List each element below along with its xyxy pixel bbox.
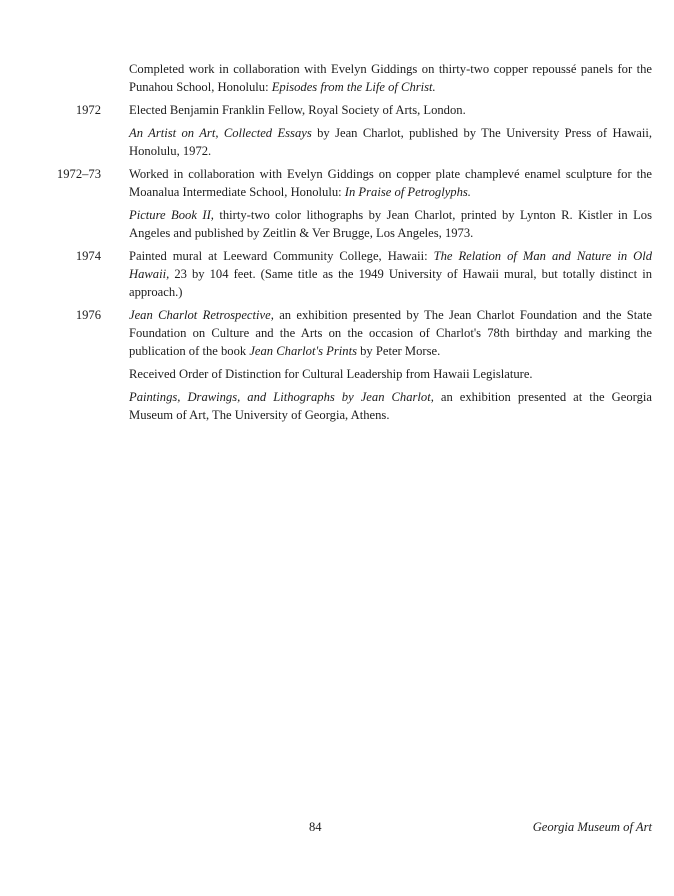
chronology-entry <box>0 206 674 242</box>
chronology-entry <box>0 165 674 201</box>
entry-title-italic: In Praise of Petroglyphs. <box>344 185 471 199</box>
entry-text <box>129 60 652 96</box>
entry-title-italic: Jean Charlot's Prints <box>249 344 357 358</box>
entry-year: 1972–73 <box>56 167 101 181</box>
entry-text <box>129 247 652 301</box>
footer-title: Georgia Museum of Art <box>532 820 652 834</box>
entry-text-segment: an exhibition presented by The Jean Charlot Foundation and the State Foundation on Culture and the Arts on the occasion of Charlot's 78th birthday and marking the publication of the book <box>129 308 652 358</box>
entry-title-italic: Picture Book II, <box>129 208 214 222</box>
entry-title-italic: Paintings, Drawings, and Lithographs by Jean Charlot, <box>129 390 434 404</box>
entry-text <box>129 206 652 242</box>
page-number: 84 <box>309 820 322 834</box>
entry-text-segment: thirty-two color lithographs by Jean Charlot, printed by Lynton R. Kistler in Los Angeles and published by Zeitlin & Ver Brugge, Los Angeles, 1973. <box>129 208 653 240</box>
entry-text-segment: by Jean Charlot, published by The University Press of Hawaii, Honolulu, 1972. <box>129 126 652 158</box>
chronology-entry <box>0 247 674 301</box>
chronology-entry <box>0 101 674 119</box>
chronology-list <box>0 60 674 429</box>
entry-text-segment: an exhibition presented at the Georgia Museum of Art, The University of Georgia, Athens. <box>129 390 652 422</box>
entry-title-italic: An Artist on Art, Collected Essays <box>129 126 312 140</box>
chronology-entry <box>0 306 674 360</box>
entry-year: 1974 <box>75 249 101 263</box>
entry-year: 1972 <box>75 103 101 117</box>
entry-text <box>129 124 652 160</box>
entry-text-segment: Received Order of Distinction for Cultural Leadership from Hawaii Legislature. <box>129 367 533 381</box>
entry-title-italic: Episodes from the Life of Christ. <box>271 80 436 94</box>
chronology-entry <box>0 124 674 160</box>
entry-text-segment: Completed work in collaboration with Evelyn Giddings on thirty-two copper repoussé panels for the Punahou School, Honolulu: <box>129 62 652 94</box>
entry-text <box>129 306 652 360</box>
entry-text <box>129 388 652 424</box>
entry-text <box>129 365 652 383</box>
entry-text <box>129 165 652 201</box>
entry-text-segment: Painted mural at Leeward Community College, Hawaii: <box>129 249 434 263</box>
entry-year: 1976 <box>75 308 101 322</box>
chronology-entry <box>0 365 674 383</box>
entry-title-italic: The Relation of Man and Nature in Old Hawaii, <box>129 249 652 281</box>
entry-text-segment: 23 by 104 feet. (Same title as the 1949 University of Hawaii mural, but totally distinct in approach.) <box>129 267 652 299</box>
page-footer <box>0 818 674 838</box>
entry-text-segment: Elected Benjamin Franklin Fellow, Royal Society of Arts, London. <box>129 103 466 117</box>
entry-text-segment: by Peter Morse. <box>356 344 441 358</box>
chronology-entry <box>0 60 674 96</box>
entry-title-italic: Jean Charlot Retrospective, <box>129 308 274 322</box>
entry-text <box>129 101 652 119</box>
entry-text-segment: Worked in collaboration with Evelyn Giddings on copper plate champlevé enamel sculpture for the Moanalua Intermediate School, Honolulu: <box>129 167 652 199</box>
chronology-entry <box>0 388 674 424</box>
